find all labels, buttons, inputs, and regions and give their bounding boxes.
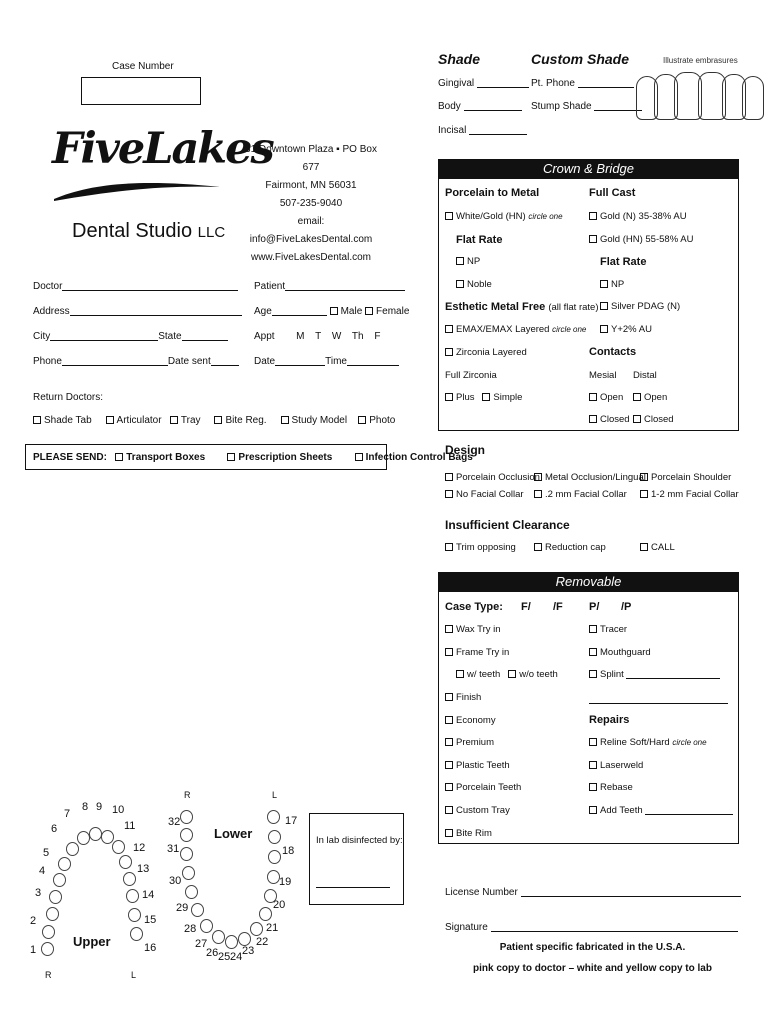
return-options bbox=[33, 415, 395, 426]
tooth-number-20[interactable]: 20 bbox=[273, 899, 286, 911]
send-infection-control-bags[interactable]: Infection Control Bags bbox=[355, 452, 473, 463]
tooth-number-21[interactable]: 21 bbox=[266, 922, 279, 934]
porcelain-shoulder-option[interactable]: Porcelain Shoulder bbox=[640, 472, 731, 483]
crown-bridge-header: Crown & Bridge bbox=[438, 159, 739, 179]
license-field[interactable]: License Number bbox=[445, 887, 741, 898]
case-type-row: Case Type: F/ /F P/ /P bbox=[445, 601, 632, 613]
gold-n-option[interactable]: Gold (N) 35-38% AU bbox=[589, 211, 687, 222]
tooth-number-23[interactable]: 23 bbox=[242, 945, 255, 957]
gingival-field[interactable]: Gingival bbox=[438, 78, 529, 89]
upper-arch-chart bbox=[25, 796, 175, 991]
add-teeth-option[interactable]: Add Teeth bbox=[589, 805, 733, 816]
contacts-title: Contacts bbox=[589, 346, 637, 358]
tooth-number-15[interactable]: 15 bbox=[144, 914, 157, 926]
date-time-field[interactable]: Date Time bbox=[254, 356, 399, 367]
tooth-number-17[interactable]: 17 bbox=[285, 815, 298, 827]
city-state-field[interactable]: City State bbox=[33, 331, 228, 342]
shade-title: Shade bbox=[438, 51, 481, 67]
tooth-number-28[interactable]: 28 bbox=[184, 923, 197, 935]
female-checkbox[interactable] bbox=[365, 307, 373, 315]
porcelain-teeth-option[interactable]: Porcelain Teeth bbox=[445, 782, 521, 793]
doctor-field[interactable]: Doctor bbox=[33, 281, 238, 292]
reduction-cap-option[interactable]: Reduction cap bbox=[534, 542, 606, 553]
tooth-number-32[interactable]: 32 bbox=[168, 816, 181, 828]
mouthguard-option[interactable]: Mouthguard bbox=[589, 647, 651, 658]
silver-option[interactable]: Silver PDAG (N) bbox=[600, 301, 680, 312]
tooth-number-3[interactable]: 3 bbox=[35, 887, 42, 899]
tooth-number-25[interactable]: 25 bbox=[218, 951, 231, 963]
mesial-closed-option[interactable]: Closed bbox=[589, 414, 630, 425]
full-cast-title: Full Cast bbox=[589, 187, 636, 199]
pt-phone-field[interactable]: Pt. Phone bbox=[531, 78, 634, 89]
bite-rim-option[interactable]: Bite Rim bbox=[445, 828, 492, 839]
tooth-number-7[interactable]: 7 bbox=[64, 808, 71, 820]
y2-option[interactable]: Y+2% AU bbox=[600, 324, 652, 335]
custom-tray-option[interactable]: Custom Tray bbox=[445, 805, 510, 816]
lower-right-marker: R bbox=[184, 790, 191, 800]
rebase-option[interactable]: Rebase bbox=[589, 782, 633, 793]
case-type-p-slash[interactable]: P/ bbox=[589, 601, 600, 613]
facial-collar-02-option[interactable]: .2 mm Facial Collar bbox=[534, 489, 627, 500]
finish-option[interactable]: Finish bbox=[445, 692, 481, 703]
tracer-option[interactable]: Tracer bbox=[589, 624, 627, 635]
stump-shade-field[interactable]: Stump Shade bbox=[531, 101, 642, 112]
economy-option[interactable]: Economy bbox=[445, 715, 496, 726]
laserweld-option[interactable]: Laserweld bbox=[589, 760, 643, 771]
zirconia-type-options bbox=[445, 392, 522, 403]
patient-field[interactable]: Patient bbox=[254, 281, 405, 292]
upper-right-marker: R bbox=[45, 970, 52, 980]
tooth-number-26[interactable]: 26 bbox=[206, 947, 219, 959]
distal-closed-option[interactable]: Closed bbox=[633, 414, 674, 425]
tooth-number-31[interactable]: 31 bbox=[167, 843, 180, 855]
lower-arch-chart bbox=[160, 790, 305, 970]
send-prescription-sheets[interactable]: Prescription Sheets bbox=[227, 452, 332, 463]
case-type-slash-p[interactable]: /P bbox=[621, 601, 632, 613]
mesial-label: Mesial bbox=[589, 370, 617, 381]
tooth-number-11[interactable]: 11 bbox=[124, 820, 136, 832]
tooth-number-8[interactable]: 8 bbox=[82, 801, 89, 813]
case-number-label: Case Number bbox=[112, 61, 174, 72]
without-teeth-option[interactable]: w/o teeth bbox=[508, 669, 558, 680]
tooth-number-5[interactable]: 5 bbox=[43, 847, 50, 859]
simple-option[interactable]: Simple bbox=[482, 392, 522, 403]
premium-option[interactable]: Premium bbox=[445, 737, 494, 748]
return-study-model[interactable]: Study Model bbox=[281, 415, 348, 426]
case-type-slash-f[interactable]: /F bbox=[553, 601, 563, 613]
return-shade-tab[interactable]: Shade Tab bbox=[33, 415, 92, 426]
full-zirconia-label: Full Zirconia bbox=[445, 370, 497, 381]
emax-option[interactable]: EMAX/EMAX Layered circle one bbox=[445, 324, 586, 335]
tooth-number-13[interactable]: 13 bbox=[137, 863, 150, 875]
metal-occlusion-option[interactable]: Metal Occlusion/Lingual bbox=[534, 472, 646, 483]
no-facial-collar-option[interactable]: No Facial Collar bbox=[445, 489, 524, 500]
return-bite-reg[interactable]: Bite Reg. bbox=[214, 415, 266, 426]
crown-bridge-box bbox=[438, 159, 739, 431]
tooth-number-14[interactable]: 14 bbox=[142, 889, 155, 901]
address-field[interactable]: Address bbox=[33, 306, 242, 317]
disinfected-box bbox=[309, 813, 404, 905]
lower-label: Lower bbox=[214, 826, 253, 841]
noble-option[interactable]: Noble bbox=[456, 279, 492, 290]
tooth-number-27[interactable]: 27 bbox=[195, 938, 208, 950]
facial-collar-1-2-option[interactable]: 1-2 mm Facial Collar bbox=[640, 489, 739, 500]
gold-hn-option[interactable]: Gold (HN) 55-58% AU bbox=[589, 234, 693, 245]
phone-field[interactable]: Phone Date sent bbox=[33, 356, 239, 367]
signature-field[interactable]: Signature bbox=[445, 922, 738, 933]
tooth-number-1[interactable]: 1 bbox=[30, 944, 37, 956]
flat-rate-title-2: Flat Rate bbox=[600, 256, 647, 268]
removable-header: Removable bbox=[438, 572, 739, 592]
clearance-title: Insufficient Clearance bbox=[445, 518, 570, 532]
tooth-number-18[interactable]: 18 bbox=[282, 845, 295, 857]
mesial-open-option[interactable]: Open bbox=[589, 392, 623, 403]
shade-tooth-outline[interactable] bbox=[636, 72, 760, 123]
tooth-number-22[interactable]: 22 bbox=[256, 936, 269, 948]
splint-extra-line[interactable] bbox=[589, 703, 728, 704]
body-field[interactable]: Body bbox=[438, 101, 522, 112]
tooth-number-24[interactable]: 24 bbox=[230, 951, 243, 963]
tooth-number-4[interactable]: 4 bbox=[39, 865, 46, 877]
return-title: Return Doctors: bbox=[33, 392, 104, 403]
tooth-number-12[interactable]: 12 bbox=[133, 842, 146, 854]
call-option[interactable]: CALL bbox=[640, 542, 675, 553]
tooth-number-30[interactable]: 30 bbox=[169, 875, 182, 887]
tooth-outline bbox=[742, 76, 764, 120]
tooth-caption: Illustrate embrasures bbox=[663, 56, 738, 65]
case-number-field[interactable] bbox=[81, 77, 201, 105]
upper-label: Upper bbox=[73, 934, 111, 949]
trim-opposing-option[interactable]: Trim opposing bbox=[445, 542, 516, 553]
tooth-number-29[interactable]: 29 bbox=[176, 902, 189, 914]
tooth-number-2[interactable]: 2 bbox=[30, 915, 37, 927]
distal-open-option[interactable]: Open bbox=[633, 392, 667, 403]
return-tray[interactable]: Tray bbox=[170, 415, 201, 426]
np-option[interactable]: NP bbox=[456, 256, 480, 267]
return-articulator[interactable]: Articulator bbox=[106, 415, 162, 426]
logo-name: FiveLakes bbox=[52, 124, 273, 174]
with-teeth-option[interactable]: w/ teeth bbox=[456, 669, 500, 680]
upper-left-marker: L bbox=[131, 970, 137, 980]
frame-try-in-option[interactable]: Frame Try in bbox=[445, 647, 509, 658]
age-field[interactable]: Age Male Female bbox=[254, 306, 410, 317]
lab-address: 31 Downtown Plaza ▪ PO Box 677 Fairmont, MN 56031 507-235-9040 email: info@FiveLakesDental.com www.FiveLakesDental.com bbox=[245, 144, 377, 263]
white-gold-option[interactable]: White/Gold (HN) circle one bbox=[445, 211, 563, 222]
male-checkbox[interactable] bbox=[330, 307, 338, 315]
send-transport-boxes[interactable]: Transport Boxes bbox=[115, 452, 205, 463]
pfm-title: Porcelain to Metal bbox=[445, 187, 540, 199]
logo-subtitle: Dental Studio LLC bbox=[72, 220, 226, 242]
teeth-options bbox=[456, 669, 558, 680]
footer-usa: Patient specific fabricated in the U.S.A. bbox=[499, 942, 686, 953]
tooth-number-19[interactable]: 19 bbox=[279, 876, 292, 888]
esthetic-title: Esthetic Metal Free (all flat rate) bbox=[445, 301, 599, 313]
plastic-teeth-option[interactable]: Plastic Teeth bbox=[445, 760, 510, 771]
porcelain-occlusion-option[interactable]: Porcelain Occlusion bbox=[445, 472, 540, 483]
tooth-number-16[interactable]: 16 bbox=[144, 942, 157, 954]
incisal-field[interactable]: Incisal bbox=[438, 125, 527, 136]
custom-shade-title: Custom Shade bbox=[531, 51, 630, 67]
tooth-number-9[interactable]: 9 bbox=[96, 801, 103, 813]
wax-try-in-option[interactable]: Wax Try in bbox=[445, 624, 501, 635]
np-option-2[interactable]: NP bbox=[600, 279, 624, 290]
disinfected-signature-line[interactable] bbox=[316, 887, 390, 888]
repairs-title: Repairs bbox=[589, 714, 630, 726]
tooth-number-6[interactable]: 6 bbox=[51, 823, 58, 835]
return-photo[interactable]: Photo bbox=[358, 415, 395, 426]
footer-copies: pink copy to doctor – white and yellow copy to lab bbox=[473, 963, 712, 974]
appt-days[interactable]: Appt M T W Th F bbox=[254, 331, 381, 342]
case-type-f-slash[interactable]: F/ bbox=[521, 601, 531, 613]
reline-option[interactable]: Reline Soft/Hard circle one bbox=[589, 737, 707, 748]
logo bbox=[52, 124, 273, 245]
please-send-options: PLEASE SEND: Transport Boxes Prescription Sheets Infection Control Bags bbox=[33, 452, 473, 463]
tooth-number-10[interactable]: 10 bbox=[112, 804, 125, 816]
splint-option[interactable]: Splint bbox=[589, 669, 720, 680]
zirconia-layered-option[interactable]: Zirconia Layered bbox=[445, 347, 527, 358]
distal-label: Distal bbox=[633, 370, 657, 381]
lower-left-marker: L bbox=[272, 790, 278, 800]
plus-option[interactable]: Plus bbox=[445, 392, 474, 403]
design-title: Design bbox=[445, 443, 486, 457]
disinfected-label: In lab disinfected by: bbox=[316, 835, 403, 846]
flat-rate-title: Flat Rate bbox=[456, 234, 503, 246]
logo-swoosh bbox=[52, 177, 222, 207]
